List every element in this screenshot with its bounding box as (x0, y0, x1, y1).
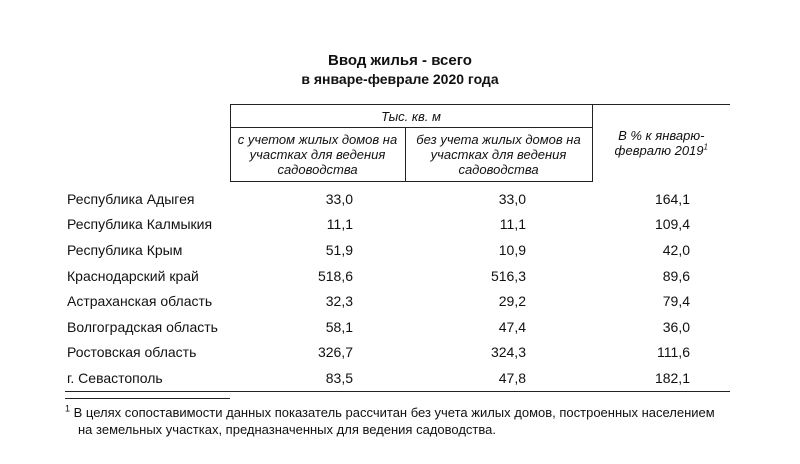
value-without-gardens: 47,8 (405, 365, 592, 391)
header-without-gardens (405, 128, 592, 182)
footnote-line-2: на земельных участках, предназначенных для ведения садоводства. (78, 422, 496, 437)
table-row (65, 340, 730, 366)
value-without-gardens: 516,3 (490, 267, 526, 284)
header-percent-mark: 1 (703, 142, 708, 152)
region-cell: г. Севастополь (65, 365, 230, 391)
value-without-gardens: 10,9 (498, 241, 526, 258)
footnote-mark: 1 (65, 403, 71, 414)
value-percent: 182,1 (592, 365, 730, 391)
value-percent: 36,0 (662, 318, 690, 335)
table-row (65, 182, 730, 212)
page-title: Ввод жилья - всего (328, 52, 472, 69)
value-without-gardens: 29,2 (498, 293, 526, 310)
region-cell: Астраханская область (67, 293, 213, 310)
value-with-gardens: 11,1 (326, 216, 353, 233)
region-cell: Республика Калмыкия (67, 216, 213, 233)
table-row (65, 314, 730, 340)
header-without-gardens-text: без учета жилых домов на участках для ведения садоводства (416, 132, 581, 177)
value-percent: 89,6 (662, 267, 690, 284)
value-without-gardens: 33,0 (498, 190, 526, 207)
header-with-gardens (230, 128, 405, 182)
region-cell: Волгоградская область (67, 318, 218, 335)
value-with-gardens: 32,3 (325, 293, 353, 310)
page-subtitle: в январе-феврале 2020 года (301, 71, 499, 87)
value-with-gardens: 518,6 (317, 267, 353, 284)
value-percent: 164,1 (654, 190, 690, 207)
value-without-gardens: 324,3 (490, 344, 526, 361)
header-units: Тыс. кв. м (230, 105, 592, 128)
header-region-blank (65, 105, 230, 182)
region-cell: Республика Адыгея (67, 190, 195, 207)
value-percent: 109,4 (654, 216, 690, 233)
region-cell: Ростовская область (67, 344, 197, 361)
value-with-gardens: 83,5 (230, 365, 405, 391)
header-percent-text: В % к январю-февралю 2019 (614, 128, 705, 159)
value-percent: 111,6 (657, 344, 690, 361)
value-with-gardens: 326,7 (317, 344, 353, 361)
value-without-gardens: 47,4 (498, 318, 526, 335)
table-row (65, 263, 730, 289)
table-row (65, 212, 730, 238)
value-without-gardens: 11,1 (499, 216, 526, 233)
value-with-gardens: 58,1 (325, 318, 353, 335)
region-cell: Республика Крым (67, 241, 183, 258)
table-body (65, 182, 730, 392)
footnote-rule (65, 398, 230, 399)
footnote-line-1: В целях сопоставимости данных показатель рассчитан без учета жилых домов, построенных населением (73, 405, 715, 420)
value-percent: 42,0 (662, 241, 690, 258)
value-with-gardens: 33,0 (325, 190, 353, 207)
table-row (65, 288, 730, 314)
value-percent: 79,4 (662, 293, 690, 310)
table-row (65, 365, 730, 391)
value-with-gardens: 51,9 (325, 241, 353, 258)
footnote (65, 404, 755, 438)
housing-table (65, 104, 730, 392)
table-row (65, 237, 730, 263)
region-cell: Краснодарский край (67, 267, 199, 284)
header-with-gardens-text: с учетом жилых домов на участках для ведения садоводства (237, 132, 398, 177)
header-percent (592, 105, 730, 182)
